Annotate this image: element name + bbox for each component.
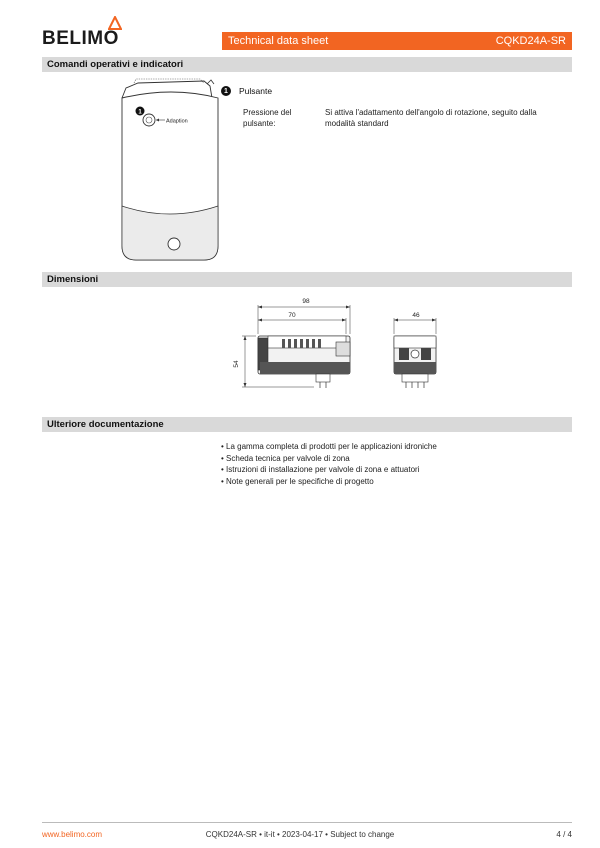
side-view: [258, 336, 350, 388]
list-item: • Istruzioni di installazione per valvole di zona e attuatori: [221, 464, 437, 476]
item-title: Pulsante: [239, 86, 273, 96]
page-number: 4 / 4: [556, 830, 572, 839]
dim-width-total: 98: [302, 298, 310, 305]
end-view: [394, 336, 436, 388]
brand-mark-icon: [108, 16, 122, 30]
dim-width-body: 70: [288, 312, 296, 319]
dimension-drawing: [228, 292, 443, 402]
property-label: Pressione del pulsante:: [243, 108, 292, 128]
footer-doc-info: CQKD24A-SR • it-it • 2023-04-17 • Subject to change: [205, 830, 395, 839]
item-number-badge: 1: [221, 86, 231, 96]
header-bar: [222, 32, 572, 50]
section-controls-title: Comandi operativi e indicatori: [42, 57, 572, 72]
section-docs-title: Ulteriore documentazione: [42, 417, 572, 432]
property-value: Si attiva l'adattamento dell'angolo di rotazione, seguito dalla modalità standard: [325, 108, 537, 128]
dim-height: 54: [233, 360, 240, 368]
footer-divider: [42, 822, 572, 823]
dim-depth: 46: [412, 312, 420, 319]
doc-type: Technical data sheet: [228, 35, 329, 47]
documentation-list: [221, 441, 437, 487]
brand-name: BELIMO: [42, 28, 119, 49]
list-item: • La gamma completa di prodotti per le applicazioni idroniche: [221, 441, 437, 453]
callout-number: 1: [138, 109, 142, 116]
list-item: • Note generali per le specifiche di progetto: [221, 476, 437, 488]
footer-url-link[interactable]: www.belimo.com: [42, 830, 103, 839]
adaption-label: Adaption: [166, 118, 188, 125]
model-number: CQKD24A-SR: [495, 35, 566, 47]
section-dimensions-title: Dimensioni: [42, 272, 572, 287]
actuator-front-drawing: [112, 76, 227, 266]
list-item: • Scheda tecnica per valvole di zona: [221, 453, 437, 465]
